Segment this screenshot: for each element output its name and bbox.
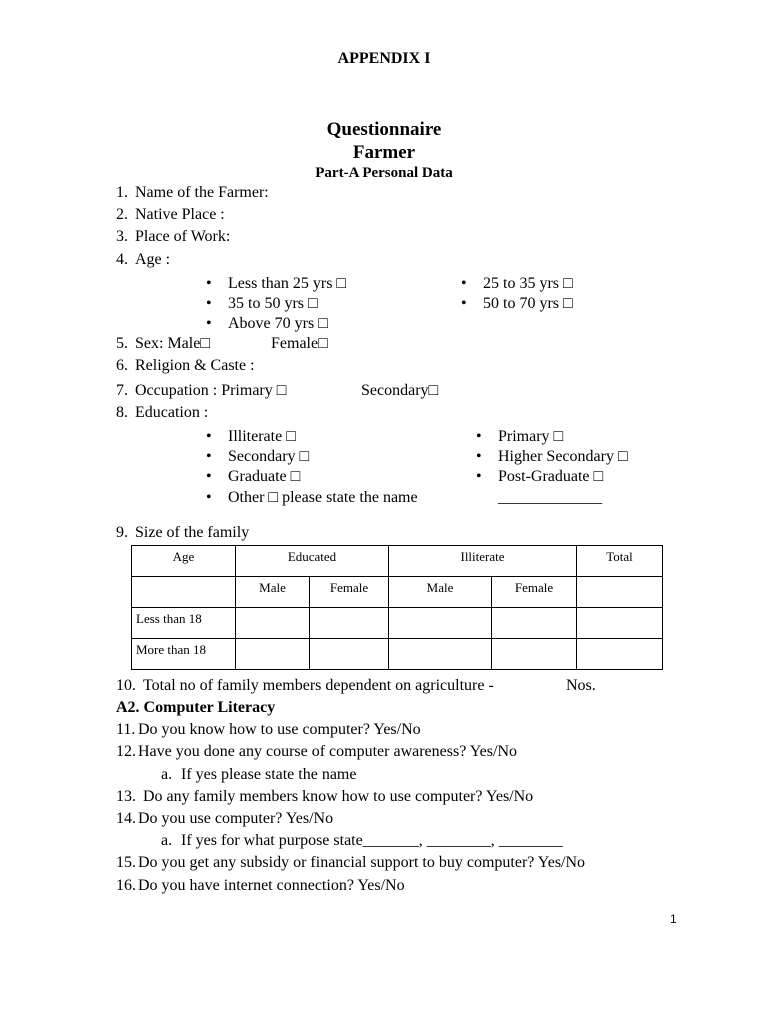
table-cell[interactable] bbox=[236, 639, 310, 670]
q12a-letter: a. bbox=[161, 766, 173, 783]
table-cell[interactable] bbox=[132, 577, 236, 608]
family-size-table bbox=[131, 545, 663, 670]
age-option[interactable]: • 35 to 50 yrs □ bbox=[206, 295, 318, 312]
education-option[interactable]: • Post-Graduate □ bbox=[476, 468, 604, 485]
row-label-more-than-18: More than 18 bbox=[132, 639, 236, 670]
q15-text: Do you get any subsidy or financial support to buy computer? Yes/No bbox=[138, 854, 586, 871]
bullet-icon: • bbox=[206, 295, 212, 312]
q10-text: Total no of family members dependent on agriculture - bbox=[143, 677, 494, 694]
table-cell[interactable] bbox=[310, 639, 389, 670]
education-option[interactable]: • Higher Secondary □ bbox=[476, 448, 628, 465]
subheader-educated-female: Female bbox=[310, 577, 389, 608]
q3-text: Place of Work: bbox=[135, 228, 231, 245]
table-cell[interactable] bbox=[577, 639, 663, 670]
q1-text: Name of the Farmer: bbox=[135, 184, 269, 201]
education-option[interactable]: • Secondary □ bbox=[206, 448, 310, 465]
age-option[interactable]: • Above 70 yrs □ bbox=[206, 315, 328, 332]
part-a-heading: Part-A Personal Data bbox=[315, 165, 453, 181]
q13-text: Do any family members know how to use computer? Yes/No bbox=[143, 788, 534, 805]
q10-unit: Nos. bbox=[566, 677, 596, 694]
table-header-row bbox=[132, 546, 663, 577]
q6-number: 6. bbox=[116, 357, 128, 374]
header-age: Age bbox=[132, 546, 236, 577]
q9-text: Size of the family bbox=[135, 524, 250, 541]
q14a-letter: a. bbox=[161, 832, 173, 849]
header-educated: Educated bbox=[236, 546, 389, 577]
q12-number: 12. bbox=[116, 743, 136, 760]
education-option[interactable]: • Graduate □ bbox=[206, 468, 301, 485]
table-row bbox=[132, 639, 663, 670]
table-cell[interactable] bbox=[389, 639, 492, 670]
bullet-icon: • bbox=[206, 489, 212, 506]
q4-number: 4. bbox=[116, 251, 128, 268]
q5-female[interactable]: Female□ bbox=[271, 335, 328, 352]
table-cell[interactable] bbox=[310, 608, 389, 639]
q5-male[interactable]: Sex: Male□ bbox=[135, 335, 210, 352]
page-number: 1 bbox=[670, 912, 677, 926]
subheader-illiterate-female: Female bbox=[492, 577, 577, 608]
education-option[interactable]: • Primary □ bbox=[476, 428, 564, 445]
q1-number: 1. bbox=[116, 184, 128, 201]
other-name-blank[interactable]: _____________ bbox=[498, 489, 602, 506]
bullet-icon: • bbox=[476, 448, 482, 465]
table-subheader-row bbox=[132, 577, 663, 608]
bullet-icon: • bbox=[206, 275, 212, 292]
q8-number: 8. bbox=[116, 404, 128, 421]
q15-number: 15. bbox=[116, 854, 136, 871]
education-option[interactable]: • Illiterate □ bbox=[206, 428, 296, 445]
table-cell[interactable] bbox=[577, 577, 663, 608]
q2-text: Native Place : bbox=[135, 206, 225, 223]
bullet-icon: • bbox=[206, 428, 212, 445]
q14a-text: If yes for what purpose state_______, ________, ________ bbox=[181, 832, 563, 849]
q4-text: Age : bbox=[135, 251, 171, 268]
q8-text: Education : bbox=[135, 404, 209, 421]
table-cell[interactable] bbox=[236, 608, 310, 639]
bullet-icon: • bbox=[461, 275, 467, 292]
q14-number: 14. bbox=[116, 810, 136, 827]
table-cell[interactable] bbox=[577, 608, 663, 639]
header-illiterate: Illiterate bbox=[389, 546, 577, 577]
table-row bbox=[132, 608, 663, 639]
q6-text: Religion & Caste : bbox=[135, 357, 255, 374]
table-cell[interactable] bbox=[492, 608, 577, 639]
q11-text: Do you know how to use computer? Yes/No bbox=[138, 721, 421, 738]
q11-number: 11. bbox=[116, 721, 136, 738]
bullet-icon: • bbox=[206, 468, 212, 485]
subheader-educated-male: Male bbox=[236, 577, 310, 608]
questionnaire-title: Questionnaire bbox=[326, 119, 442, 140]
row-label-less-than-18: Less than 18 bbox=[132, 608, 236, 639]
q7-secondary[interactable]: Secondary□ bbox=[361, 382, 439, 399]
appendix-heading: APPENDIX I bbox=[337, 50, 431, 67]
bullet-icon: • bbox=[461, 295, 467, 312]
bullet-icon: • bbox=[206, 315, 212, 332]
q7-number: 7. bbox=[116, 382, 128, 399]
table-cell[interactable] bbox=[492, 639, 577, 670]
q9-number: 9. bbox=[116, 524, 128, 541]
section-a2-heading: A2. Computer Literacy bbox=[116, 699, 276, 716]
bullet-icon: • bbox=[476, 468, 482, 485]
education-option[interactable]: • Other □ please state the name bbox=[206, 489, 418, 506]
age-option[interactable]: • 25 to 35 yrs □ bbox=[461, 275, 573, 292]
q16-text: Do you have internet connection? Yes/No bbox=[138, 877, 405, 894]
questionnaire-subtitle: Farmer bbox=[352, 142, 416, 163]
bullet-icon: • bbox=[206, 448, 212, 465]
q16-number: 16. bbox=[116, 877, 136, 894]
q14-text: Do you use computer? Yes/No bbox=[138, 810, 334, 827]
q10-number: 10. bbox=[116, 677, 136, 694]
q7-primary[interactable]: Occupation : Primary □ bbox=[135, 382, 287, 399]
header-total: Total bbox=[577, 546, 663, 577]
bullet-icon: • bbox=[476, 428, 482, 445]
q12a-text: If yes please state the name bbox=[181, 766, 357, 783]
q2-number: 2. bbox=[116, 206, 128, 223]
subheader-illiterate-male: Male bbox=[389, 577, 492, 608]
q5-number: 5. bbox=[116, 335, 128, 352]
q12-text: Have you done any course of computer awareness? Yes/No bbox=[138, 743, 517, 760]
age-option[interactable]: • 50 to 70 yrs □ bbox=[461, 295, 573, 312]
table-cell[interactable] bbox=[389, 608, 492, 639]
q3-number: 3. bbox=[116, 228, 128, 245]
age-option[interactable]: • Less than 25 yrs □ bbox=[206, 275, 347, 292]
q13-number: 13. bbox=[116, 788, 136, 805]
